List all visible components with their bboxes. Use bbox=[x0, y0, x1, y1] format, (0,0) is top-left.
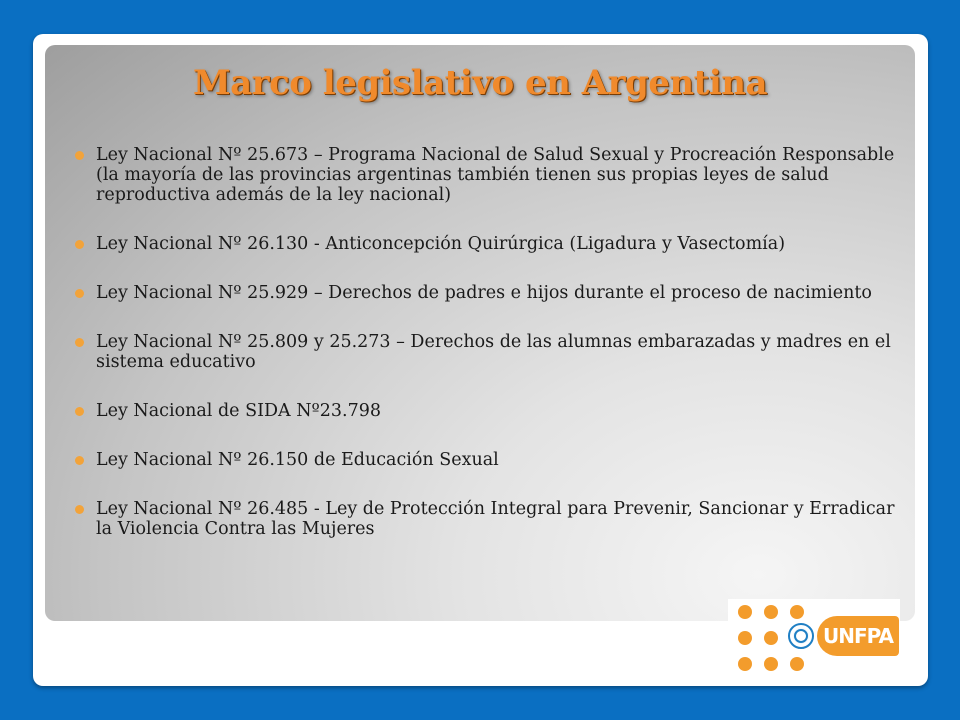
list-item bbox=[72, 145, 904, 205]
bullet-icon bbox=[75, 240, 84, 249]
un-emblem-icon bbox=[788, 623, 814, 649]
bullet-icon bbox=[75, 289, 84, 298]
list-item bbox=[72, 499, 904, 539]
list-item bbox=[72, 450, 904, 470]
list-item bbox=[72, 283, 904, 303]
logo-wordmark: UNFPA bbox=[817, 616, 899, 656]
bullet-icon bbox=[75, 151, 84, 160]
logo-dot bbox=[790, 657, 804, 671]
bullet-icon bbox=[75, 456, 84, 465]
bullet-icon bbox=[75, 338, 84, 347]
logo-dot bbox=[738, 631, 752, 645]
bullet-list bbox=[72, 145, 904, 568]
bullet-text: Ley Nacional Nº 25.929 – Derechos de padres e hijos durante el proceso de nacimiento bbox=[96, 283, 872, 303]
bullet-text: Ley Nacional Nº 26.485 - Ley de Protección Integral para Prevenir, Sancionar y Erradicar la Violencia Contra las Mujeres bbox=[96, 499, 895, 539]
logo-dot bbox=[764, 631, 778, 645]
logo-dot bbox=[738, 657, 752, 671]
bullet-text: Ley Nacional Nº 25.673 – Programa Nacional de Salud Sexual y Procreación Responsable (la mayoría de las provincias argentinas también tienen sus propias leyes de salud reproductiva además de la ley nacional) bbox=[96, 145, 895, 205]
logo-dot bbox=[764, 657, 778, 671]
bullet-text: Ley Nacional Nº 25.809 y 25.273 – Derechos de las alumnas embarazadas y madres en el sistema educativo bbox=[96, 332, 891, 372]
bullet-text: Ley Nacional de SIDA Nº23.798 bbox=[96, 401, 381, 421]
unfpa-logo bbox=[728, 599, 900, 683]
logo-dot bbox=[738, 605, 752, 619]
bullet-text: Ley Nacional Nº 26.130 - Anticoncepción Quirúrgica (Ligadura y Vasectomía) bbox=[96, 234, 786, 254]
bullet-icon bbox=[75, 407, 84, 416]
slide-title: Marco legislativo en Argentina bbox=[193, 63, 767, 103]
list-item bbox=[72, 332, 904, 372]
list-item bbox=[72, 234, 904, 254]
bullet-text: Ley Nacional Nº 26.150 de Educación Sexual bbox=[96, 450, 499, 470]
bullet-icon bbox=[75, 505, 84, 514]
logo-dot bbox=[764, 605, 778, 619]
list-item bbox=[72, 401, 904, 421]
logo-dot bbox=[790, 605, 804, 619]
